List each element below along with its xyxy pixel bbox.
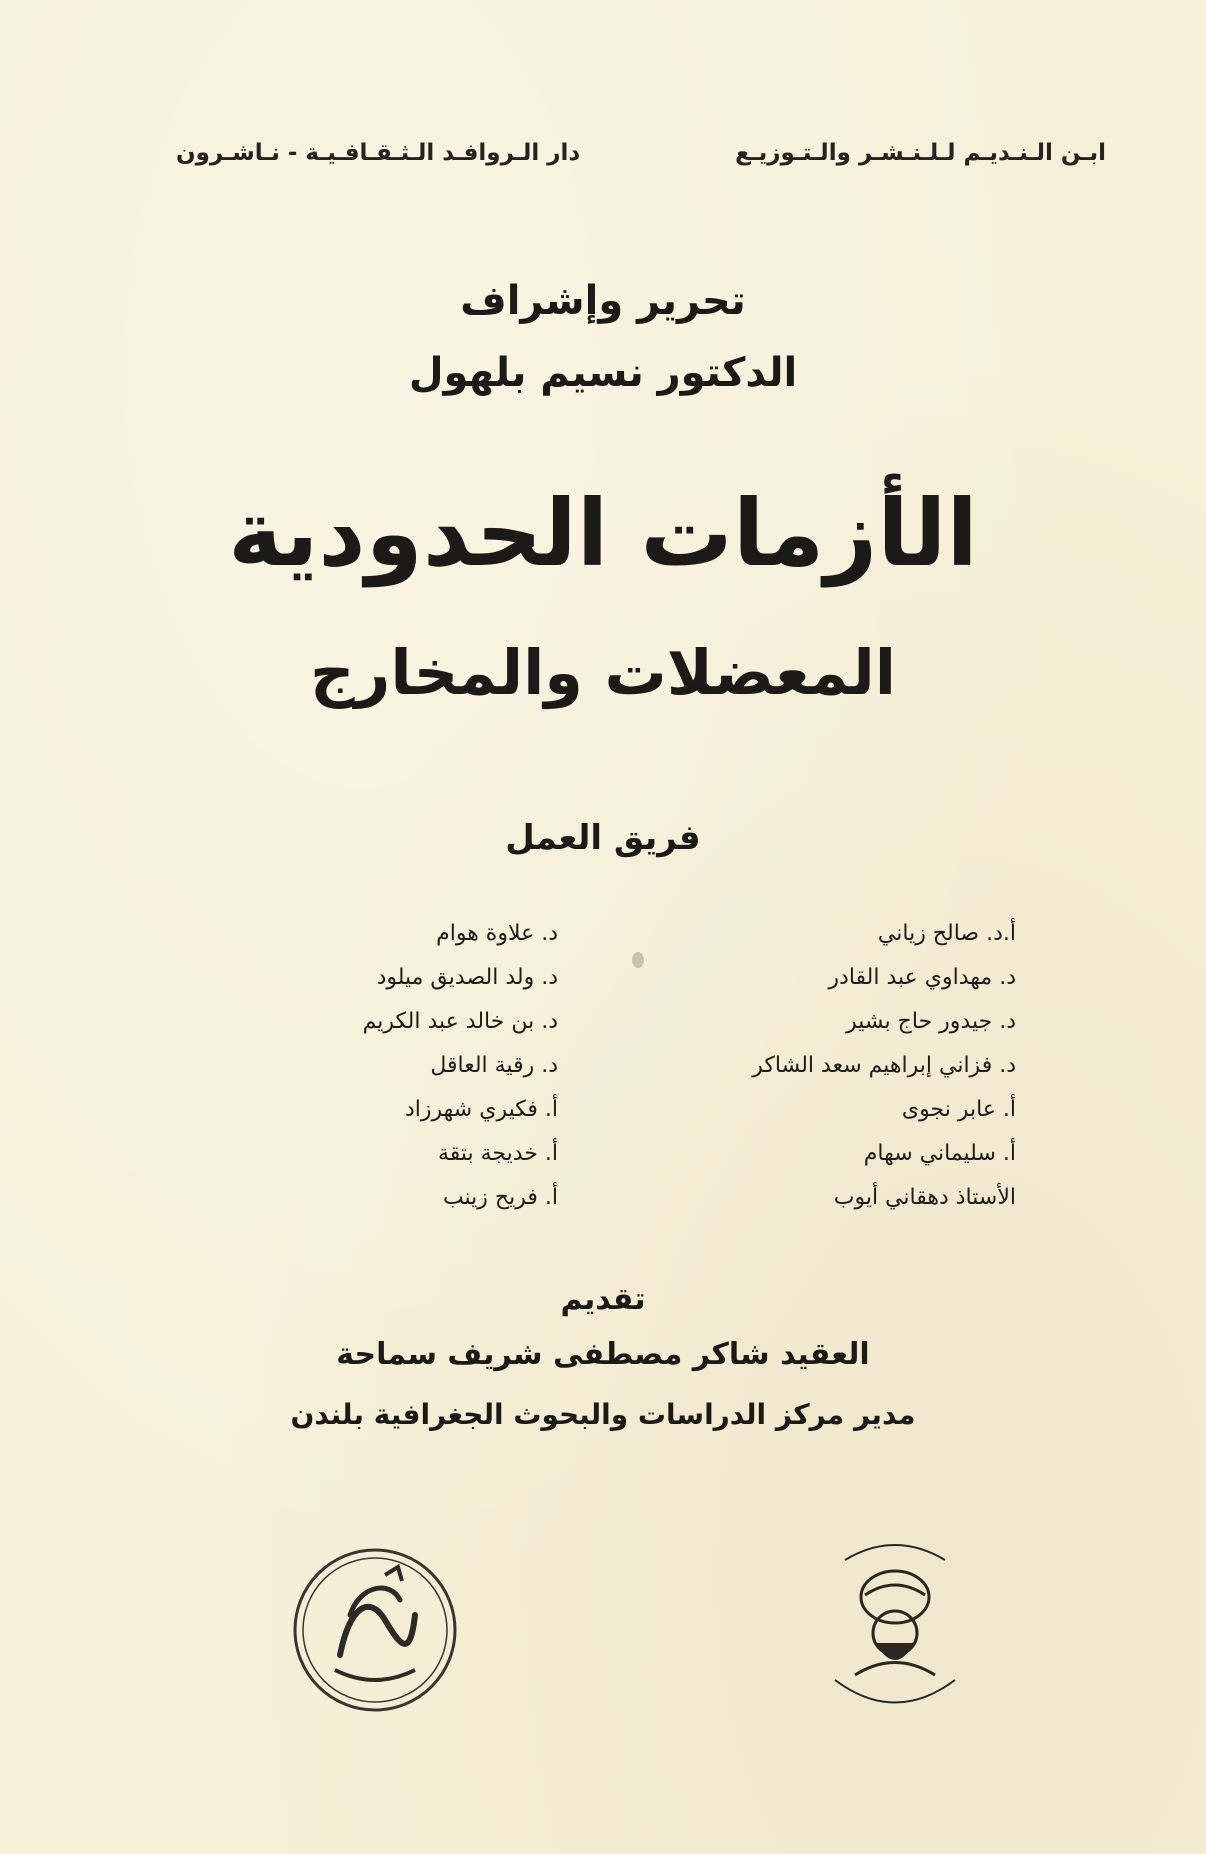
team-member: أ. عابر نجوى xyxy=(901,1097,1016,1122)
editor-name: الدكتور نسيم بلهول xyxy=(408,350,798,396)
team-member: أ. خديجة بتقة xyxy=(437,1141,558,1166)
book-subtitle: المعضلات والمخارج xyxy=(309,636,897,709)
team-left-column xyxy=(363,912,558,1220)
publisher-rawafed: دار الـروافـد الـثـقـافـيـة - نـاشـرون xyxy=(176,140,581,166)
team-member: د. فزاني إبراهيم سعد الشاكر xyxy=(752,1053,1016,1078)
preface-label: تقديم xyxy=(560,1282,646,1317)
team-member: أ. فريح زينب xyxy=(442,1185,558,1210)
team-member: الأستاذ دهقاني أيوب xyxy=(833,1185,1016,1210)
team-member: د. رقية العاقل xyxy=(430,1053,558,1078)
team-member: د. جيدور حاج بشير xyxy=(846,1009,1016,1034)
rawafed-seal-icon xyxy=(290,1545,460,1715)
team-member: د. مهداوي عبد القادر xyxy=(828,965,1016,990)
preface-author: العقيد شاكر مصطفى شريف سماحة xyxy=(336,1337,870,1372)
publisher-ibn-nadim: ابـن الـنـديـم لـلـنـشـر والـتـوزيـع xyxy=(735,140,1106,166)
team-member: أ. سليماني سهام xyxy=(863,1141,1016,1166)
ibn-nadim-logo xyxy=(805,1525,985,1725)
team-member: د. بن خالد عبد الكريم xyxy=(362,1009,558,1034)
team-heading: فريق العمل xyxy=(505,818,701,858)
team-member: د. علاوة هوام xyxy=(436,921,558,946)
paper-speck xyxy=(632,952,644,968)
team-right-column xyxy=(752,912,1016,1220)
book-title: الأزمات الحدودية xyxy=(228,480,978,587)
ibn-nadim-emblem-icon xyxy=(805,1525,985,1725)
team-member: أ.د. صالح زياني xyxy=(877,921,1016,946)
team-member: أ. فكيري شهرزاد xyxy=(404,1097,558,1122)
rawafed-seal-logo xyxy=(290,1545,460,1715)
team-member: د. ولد الصديق ميلود xyxy=(376,965,558,990)
editing-label: تحرير وإشراف xyxy=(460,278,746,324)
preface-author-role: مدير مركز الدراسات والبحوث الجغرافية بلندن xyxy=(290,1398,916,1431)
